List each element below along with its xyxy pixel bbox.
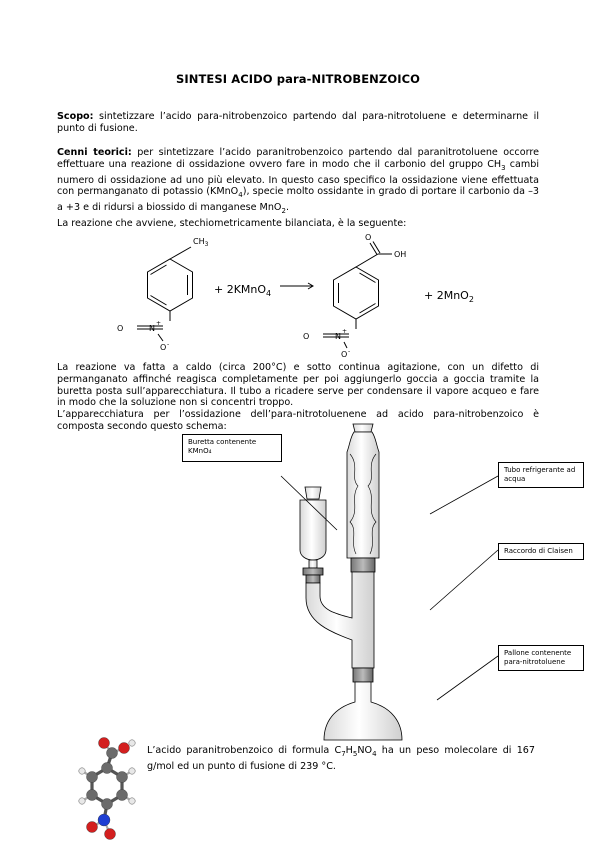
ch3-label: $CH_3$ <box>193 237 209 248</box>
procedure-text-1: La reazione va fatta a caldo (circa 200°C) e sotto continua agitazione, con un difetto di permanganato affinché reagisca completamente per poi aggiungerlo goccia a goccia tramite la buretta posta sull’apparecchiatura. Il tubo a ricadere serve per condensare il vapore acqueo e fare in modo che la soluzione non si concentri troppo. <box>57 362 539 409</box>
cenni-text-2: cambi numero di ossidazione ad uno più elevato. In questo caso specifico la ossidazione viene effettuata con permanganato di potassio (KMnO <box>57 158 539 198</box>
conclusion-sub-3: 4 <box>372 749 377 758</box>
reagent-label: + 2KMnO$_4$ <box>214 283 272 298</box>
carbon-atom <box>102 763 113 774</box>
callout-buretta: Buretta contenente KMnO₄ <box>182 434 282 462</box>
nitro-o2-label: O <box>160 343 167 352</box>
conclusion-text-4: ha un peso molecolare di 167 g/mol ed un punto di fusione di 239 °C. <box>147 745 536 772</box>
acid-o-label: O <box>365 233 372 242</box>
procedure-text-2: L’apparecchiatura per l’ossidazione dell’para-nitrotoluenene ad acido para-nitrobenzoico è composta secondo questo schema: <box>57 409 539 432</box>
cenni-sub-3: 2 <box>281 206 286 215</box>
conclusion-text-2: H <box>345 745 353 756</box>
nitrogen-atom <box>98 814 110 826</box>
conclusion-text-3: NO <box>357 745 373 756</box>
conclusion-sub-1: 7 <box>341 749 346 758</box>
nitro-o1-label: O <box>117 324 124 333</box>
acid-nitro-o2: O <box>341 350 348 359</box>
conclusion-paragraph <box>147 745 535 773</box>
callout-tubo: Tubo refrigerante ad acqua <box>498 462 584 488</box>
callout-raccordo: Raccordo di Claisen <box>498 543 584 560</box>
acid-nitro-n: N <box>335 332 341 341</box>
cenni-label: Cenni teorici: <box>57 147 132 158</box>
molecule-3d-image <box>52 735 152 845</box>
scopo-paragraph <box>57 111 539 135</box>
callout-pallone: Pallone contenente para-nitrotoluene <box>498 645 584 671</box>
hydrogen-atom <box>129 740 135 746</box>
cenni-text-5: La reazione che avviene, stechiometricamente bilanciata, è la seguente: <box>57 217 407 229</box>
cenni-sub-2: 4 <box>238 191 243 200</box>
cenni-sub-1: 3 <box>501 163 506 172</box>
nitro-minus: - <box>167 341 170 348</box>
cenni-paragraph <box>57 147 539 230</box>
acid-nitro-o1: O <box>303 332 310 341</box>
nitro-n-label: N <box>149 324 155 333</box>
scopo-text: sintetizzare l’acido para-nitrobenzoico partendo dal para-nitrotoluene e determinarne il punto di fusione. <box>57 111 539 134</box>
oxygen-atom <box>119 743 130 754</box>
conclusion-text-1: L’acido paranitrobenzoico di formula C <box>147 745 342 756</box>
conclusion-sub-2: 5 <box>352 749 358 758</box>
acid-nitro-plus: + <box>342 328 348 335</box>
reaction-scheme <box>0 230 596 360</box>
product-label: + 2MnO$_2$ <box>424 289 474 304</box>
cenni-text-1: per sintetizzare l’acido paranitrobenzoico partendo dal paranitrotoluene occorre effettuare una reazione di ossidazione ovvero fare in modo che il carbonio del gruppo CH <box>57 147 539 170</box>
acid-oh-label: OH <box>394 250 407 259</box>
nitro-plus: + <box>156 320 162 327</box>
acid-nitro-minus: - <box>348 348 351 355</box>
scopo-label: Scopo: <box>57 111 94 122</box>
page-title: SINTESI ACIDO para-NITROBENZOICO <box>175 72 421 86</box>
apparatus-diagram <box>0 410 596 740</box>
cenni-text-3: ), specie molto ossidante in grado di portare il carbonio da –3 a +3 e di ridursi a biossido di manganese MnO <box>57 186 539 213</box>
reaction-arrow <box>280 283 313 289</box>
cenni-text-4: . <box>285 202 289 213</box>
